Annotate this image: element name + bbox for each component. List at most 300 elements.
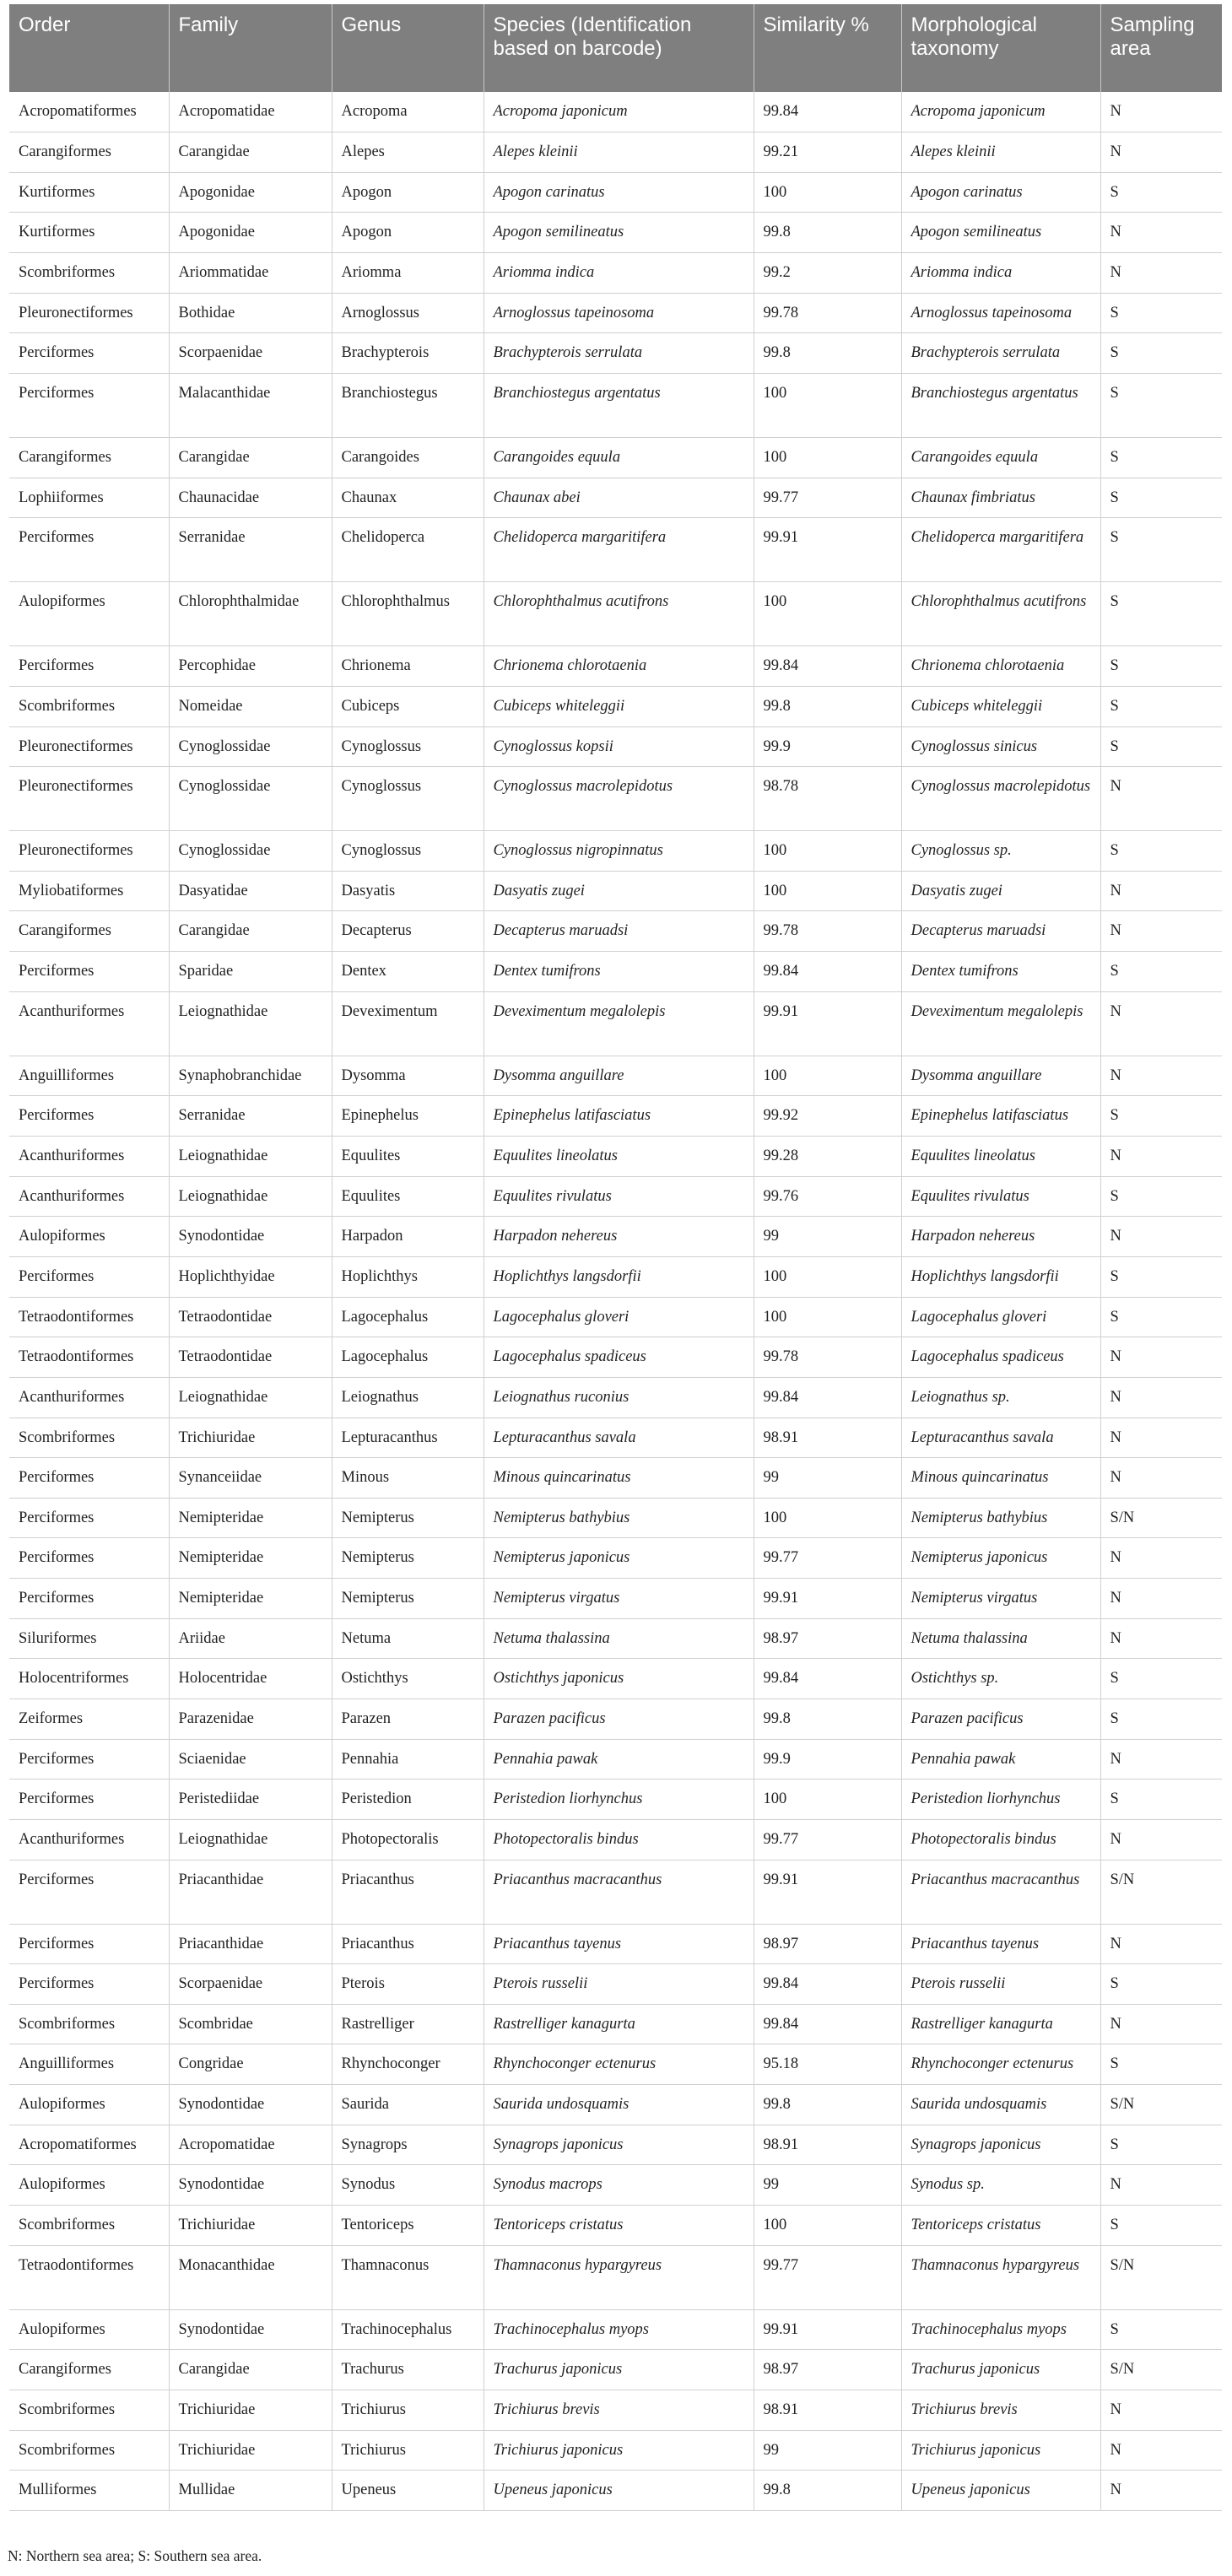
cell-species: Acropoma japonicum (484, 92, 754, 132)
cell-order: Kurtiformes (9, 172, 169, 213)
cell-species: Nemipterus bathybius (484, 1498, 754, 1538)
cell-family: Nomeidae (169, 686, 332, 726)
cell-sampling-area: S (1100, 172, 1222, 213)
cell-morphological-taxonomy: Dentex tumifrons (901, 952, 1100, 992)
table-row (9, 1256, 1222, 1297)
cell-morphological-taxonomy: Alepes kleinii (901, 132, 1100, 173)
cell-species: Carangoides equula (484, 437, 754, 478)
cell-sampling-area: S (1100, 437, 1222, 478)
cell-species: Minous quincarinatus (484, 1458, 754, 1499)
cell-genus: Harpadon (332, 1217, 484, 1257)
cell-family: Monacanthidae (169, 2245, 332, 2309)
cell-genus: Arnoglossus (332, 293, 484, 333)
cell-family: Scorpaenidae (169, 333, 332, 374)
cell-family: Priacanthidae (169, 1924, 332, 1964)
cell-similarity: 99.8 (754, 686, 901, 726)
cell-species: Chaunax abei (484, 478, 754, 518)
cell-species: Ostichthys japonicus (484, 1659, 754, 1699)
cell-similarity: 99.92 (754, 1096, 901, 1137)
cell-sampling-area: S/N (1100, 1860, 1222, 1924)
cell-sampling-area: S (1100, 478, 1222, 518)
cell-order: Aulopiformes (9, 2085, 169, 2125)
cell-family: Apogonidae (169, 213, 332, 253)
table-row (9, 2350, 1222, 2390)
cell-order: Acanthuriformes (9, 1176, 169, 1217)
cell-morphological-taxonomy: Carangoides equula (901, 437, 1100, 478)
cell-similarity: 99.84 (754, 2004, 901, 2044)
cell-family: Carangidae (169, 132, 332, 173)
cell-morphological-taxonomy: Chaunax fimbriatus (901, 478, 1100, 518)
cell-morphological-taxonomy: Synodus sp. (901, 2165, 1100, 2206)
cell-genus: Netuma (332, 1618, 484, 1659)
cell-similarity: 99.8 (754, 2085, 901, 2125)
cell-morphological-taxonomy: Trachurus japonicus (901, 2350, 1100, 2390)
table-row (9, 1056, 1222, 1096)
cell-sampling-area: N (1100, 991, 1222, 1056)
cell-species: Lepturacanthus savala (484, 1418, 754, 1458)
table-row (9, 1176, 1222, 1217)
cell-genus: Brachypterois (332, 333, 484, 374)
cell-morphological-taxonomy: Epinephelus latifasciatus (901, 1096, 1100, 1137)
cell-morphological-taxonomy: Trichiurus brevis (901, 2390, 1100, 2430)
cell-similarity: 99.84 (754, 92, 901, 132)
cell-similarity: 99 (754, 2430, 901, 2471)
cell-morphological-taxonomy: Chrionema chlorotaenia (901, 646, 1100, 687)
cell-morphological-taxonomy: Minous quincarinatus (901, 1458, 1100, 1499)
cell-morphological-taxonomy: Apogon semilineatus (901, 213, 1100, 253)
cell-sampling-area: S (1100, 2206, 1222, 2246)
cell-family: Leiognathidae (169, 1137, 332, 1177)
cell-genus: Trachurus (332, 2350, 484, 2390)
table-row (9, 1337, 1222, 1378)
cell-similarity: 98.97 (754, 1618, 901, 1659)
cell-family: Ariommatidae (169, 253, 332, 294)
cell-sampling-area: N (1100, 2471, 1222, 2511)
cell-species: Saurida undosquamis (484, 2085, 754, 2125)
cell-similarity: 95.18 (754, 2044, 901, 2085)
cell-sampling-area: S (1100, 2309, 1222, 2350)
cell-sampling-area: S (1100, 1699, 1222, 1740)
cell-genus: Parazen (332, 1699, 484, 1740)
cell-species: Synodus macrops (484, 2165, 754, 2206)
cell-order: Scombriformes (9, 2206, 169, 2246)
cell-order: Pleuronectiformes (9, 831, 169, 872)
cell-morphological-taxonomy: Lagocephalus spadiceus (901, 1337, 1100, 1378)
cell-morphological-taxonomy: Cynoglossus macrolepidotus (901, 767, 1100, 831)
cell-genus: Synodus (332, 2165, 484, 2206)
cell-species: Nemipterus virgatus (484, 1579, 754, 1619)
cell-genus: Dysomma (332, 1056, 484, 1096)
cell-family: Cynoglossidae (169, 767, 332, 831)
table-row (9, 767, 1222, 831)
cell-order: Tetraodontiformes (9, 2245, 169, 2309)
cell-similarity: 98.91 (754, 2125, 901, 2165)
cell-genus: Lagocephalus (332, 1297, 484, 1337)
table-row (9, 1819, 1222, 1860)
cell-morphological-taxonomy: Priacanthus macracanthus (901, 1860, 1100, 1924)
cell-species: Apogon semilineatus (484, 213, 754, 253)
cell-genus: Trichiurus (332, 2390, 484, 2430)
cell-similarity: 99.84 (754, 1659, 901, 1699)
cell-species: Branchiostegus argentatus (484, 373, 754, 437)
table-row (9, 1860, 1222, 1924)
cell-species: Dasyatis zugei (484, 871, 754, 911)
cell-genus: Apogon (332, 213, 484, 253)
table-row (9, 1498, 1222, 1538)
cell-family: Synodontidae (169, 2085, 332, 2125)
cell-genus: Chelidoperca (332, 518, 484, 582)
cell-genus: Pterois (332, 1964, 484, 2005)
cell-sampling-area: S (1100, 1256, 1222, 1297)
table-row (9, 1297, 1222, 1337)
cell-similarity: 99.84 (754, 646, 901, 687)
cell-similarity: 99.91 (754, 1579, 901, 1619)
footnote: N: Northern sea area; S: Southern sea area. (8, 2547, 262, 2564)
cell-morphological-taxonomy: Hoplichthys langsdorfii (901, 1256, 1100, 1297)
cell-order: Perciformes (9, 1739, 169, 1779)
table-row (9, 831, 1222, 872)
cell-species: Photopectoralis bindus (484, 1819, 754, 1860)
cell-sampling-area: N (1100, 1418, 1222, 1458)
cell-sampling-area: N (1100, 1458, 1222, 1499)
cell-similarity: 100 (754, 2206, 901, 2246)
table-row (9, 871, 1222, 911)
cell-family: Trichiuridae (169, 2390, 332, 2430)
cell-sampling-area: S (1100, 333, 1222, 374)
cell-sampling-area: N (1100, 1217, 1222, 1257)
table-row (9, 2165, 1222, 2206)
cell-family: Serranidae (169, 1096, 332, 1137)
cell-genus: Epinephelus (332, 1096, 484, 1137)
cell-species: Parazen pacificus (484, 1699, 754, 1740)
cell-order: Acanthuriformes (9, 1137, 169, 1177)
cell-similarity: 99 (754, 1458, 901, 1499)
cell-similarity: 100 (754, 1256, 901, 1297)
cell-family: Mullidae (169, 2471, 332, 2511)
cell-genus: Ariomma (332, 253, 484, 294)
cell-family: Carangidae (169, 437, 332, 478)
cell-similarity: 99.84 (754, 1964, 901, 2005)
cell-sampling-area: S (1100, 646, 1222, 687)
cell-species: Synagrops japonicus (484, 2125, 754, 2165)
cell-species: Lagocephalus spadiceus (484, 1337, 754, 1378)
header-row (9, 4, 1222, 92)
cell-family: Tetraodontidae (169, 1337, 332, 1378)
cell-order: Siluriformes (9, 1618, 169, 1659)
cell-genus: Rhynchoconger (332, 2044, 484, 2085)
cell-order: Acropomatiformes (9, 2125, 169, 2165)
cell-sampling-area: N (1100, 1337, 1222, 1378)
table-row (9, 1779, 1222, 1820)
cell-order: Carangiformes (9, 2350, 169, 2390)
cell-sampling-area: S (1100, 726, 1222, 767)
cell-similarity: 99.84 (754, 1377, 901, 1418)
cell-species: Trachurus japonicus (484, 2350, 754, 2390)
cell-morphological-taxonomy: Pennahia pawak (901, 1739, 1100, 1779)
cell-genus: Trichiurus (332, 2430, 484, 2471)
cell-sampling-area: N (1100, 911, 1222, 952)
table-row (9, 726, 1222, 767)
cell-species: Equulites lineolatus (484, 1137, 754, 1177)
cell-order: Aulopiformes (9, 2309, 169, 2350)
cell-order: Carangiformes (9, 132, 169, 173)
cell-morphological-taxonomy: Nemipterus bathybius (901, 1498, 1100, 1538)
cell-morphological-taxonomy: Dasyatis zugei (901, 871, 1100, 911)
cell-morphological-taxonomy: Saurida undosquamis (901, 2085, 1100, 2125)
cell-morphological-taxonomy: Leiognathus sp. (901, 1377, 1100, 1418)
cell-order: Perciformes (9, 1924, 169, 1964)
cell-similarity: 100 (754, 582, 901, 646)
cell-species: Cubiceps whiteleggii (484, 686, 754, 726)
cell-order: Perciformes (9, 1538, 169, 1579)
cell-morphological-taxonomy: Arnoglossus tapeinosoma (901, 293, 1100, 333)
cell-family: Hoplichthyidae (169, 1256, 332, 1297)
cell-sampling-area: S (1100, 293, 1222, 333)
cell-species: Hoplichthys langsdorfii (484, 1256, 754, 1297)
cell-family: Parazenidae (169, 1699, 332, 1740)
cell-order: Acanthuriformes (9, 1377, 169, 1418)
cell-similarity: 99.8 (754, 333, 901, 374)
cell-species: Leiognathus ruconius (484, 1377, 754, 1418)
cell-family: Peristediidae (169, 1779, 332, 1820)
cell-family: Holocentridae (169, 1659, 332, 1699)
table-row (9, 686, 1222, 726)
cell-species: Chlorophthalmus acutifrons (484, 582, 754, 646)
cell-sampling-area: S/N (1100, 1498, 1222, 1538)
cell-sampling-area: N (1100, 767, 1222, 831)
table-row (9, 911, 1222, 952)
cell-species: Trichiurus japonicus (484, 2430, 754, 2471)
cell-sampling-area: N (1100, 1137, 1222, 1177)
table-row (9, 2085, 1222, 2125)
cell-morphological-taxonomy: Rastrelliger kanagurta (901, 2004, 1100, 2044)
cell-sampling-area: N (1100, 2165, 1222, 2206)
cell-sampling-area: N (1100, 1056, 1222, 1096)
cell-sampling-area: S (1100, 582, 1222, 646)
cell-similarity: 98.91 (754, 1418, 901, 1458)
cell-sampling-area: N (1100, 92, 1222, 132)
cell-family: Chaunacidae (169, 478, 332, 518)
cell-similarity: 100 (754, 871, 901, 911)
table-row (9, 1137, 1222, 1177)
cell-genus: Photopectoralis (332, 1819, 484, 1860)
cell-morphological-taxonomy: Lepturacanthus savala (901, 1418, 1100, 1458)
cell-family: Sparidae (169, 952, 332, 992)
cell-family: Synanceiidae (169, 1458, 332, 1499)
cell-species: Priacanthus tayenus (484, 1924, 754, 1964)
cell-similarity: 100 (754, 1056, 901, 1096)
cell-family: Nemipteridae (169, 1498, 332, 1538)
table-row (9, 2245, 1222, 2309)
cell-order: Anguilliformes (9, 1056, 169, 1096)
table-row (9, 1096, 1222, 1137)
cell-similarity: 99.8 (754, 2471, 901, 2511)
cell-species: Dentex tumifrons (484, 952, 754, 992)
cell-order: Perciformes (9, 1860, 169, 1924)
cell-family: Dasyatidae (169, 871, 332, 911)
cell-species: Upeneus japonicus (484, 2471, 754, 2511)
cell-family: Synaphobranchidae (169, 1056, 332, 1096)
cell-sampling-area: N (1100, 2390, 1222, 2430)
cell-morphological-taxonomy: Apogon carinatus (901, 172, 1100, 213)
cell-species: Chelidoperca margaritifera (484, 518, 754, 582)
cell-family: Acropomatidae (169, 2125, 332, 2165)
cell-order: Perciformes (9, 952, 169, 992)
cell-family: Apogonidae (169, 172, 332, 213)
cell-order: Scombriformes (9, 2430, 169, 2471)
cell-similarity: 100 (754, 1498, 901, 1538)
cell-order: Perciformes (9, 1779, 169, 1820)
cell-similarity: 99.78 (754, 911, 901, 952)
table-row (9, 991, 1222, 1056)
cell-sampling-area: S/N (1100, 2350, 1222, 2390)
cell-order: Myliobatiformes (9, 871, 169, 911)
cell-sampling-area: S/N (1100, 2085, 1222, 2125)
table-row (9, 646, 1222, 687)
cell-family: Trichiuridae (169, 2430, 332, 2471)
cell-species: Brachypterois serrulata (484, 333, 754, 374)
cell-similarity: 100 (754, 1779, 901, 1820)
table-row (9, 2430, 1222, 2471)
table-row (9, 1924, 1222, 1964)
cell-order: Scombriformes (9, 686, 169, 726)
cell-similarity: 99.9 (754, 1739, 901, 1779)
table-row (9, 2206, 1222, 2246)
cell-order: Perciformes (9, 333, 169, 374)
table-row (9, 518, 1222, 582)
cell-order: Aulopiformes (9, 582, 169, 646)
table-row (9, 253, 1222, 294)
cell-similarity: 99.76 (754, 1176, 901, 1217)
cell-similarity: 98.97 (754, 2350, 901, 2390)
cell-species: Thamnaconus hypargyreus (484, 2245, 754, 2309)
cell-order: Pleuronectiformes (9, 726, 169, 767)
table-row (9, 2471, 1222, 2511)
cell-species: Tentoriceps cristatus (484, 2206, 754, 2246)
cell-similarity: 98.78 (754, 767, 901, 831)
cell-family: Serranidae (169, 518, 332, 582)
cell-morphological-taxonomy: Dysomma anguillare (901, 1056, 1100, 1096)
cell-order: Perciformes (9, 373, 169, 437)
table-row (9, 213, 1222, 253)
table-row (9, 2125, 1222, 2165)
cell-order: Perciformes (9, 1579, 169, 1619)
header-family: Family (169, 4, 332, 92)
cell-species: Rhynchoconger ectenurus (484, 2044, 754, 2085)
cell-order: Pleuronectiformes (9, 767, 169, 831)
cell-family: Cynoglossidae (169, 726, 332, 767)
table-row (9, 1377, 1222, 1418)
cell-morphological-taxonomy: Lagocephalus gloveri (901, 1297, 1100, 1337)
cell-morphological-taxonomy: Decapterus maruadsi (901, 911, 1100, 952)
cell-sampling-area: N (1100, 2004, 1222, 2044)
cell-species: Harpadon nehereus (484, 1217, 754, 1257)
cell-sampling-area: N (1100, 132, 1222, 173)
species-table (9, 4, 1222, 2511)
cell-morphological-taxonomy: Netuma thalassina (901, 1618, 1100, 1659)
cell-sampling-area: N (1100, 253, 1222, 294)
cell-species: Dysomma anguillare (484, 1056, 754, 1096)
cell-order: Scombriformes (9, 1418, 169, 1458)
cell-genus: Priacanthus (332, 1860, 484, 1924)
cell-order: Scombriformes (9, 2004, 169, 2044)
cell-similarity: 99.9 (754, 726, 901, 767)
cell-genus: Apogon (332, 172, 484, 213)
cell-order: Perciformes (9, 1096, 169, 1137)
cell-family: Trichiuridae (169, 2206, 332, 2246)
cell-family: Leiognathidae (169, 991, 332, 1056)
cell-genus: Equulites (332, 1137, 484, 1177)
cell-morphological-taxonomy: Brachypterois serrulata (901, 333, 1100, 374)
cell-genus: Pennahia (332, 1739, 484, 1779)
table-row (9, 1538, 1222, 1579)
cell-order: Pleuronectiformes (9, 293, 169, 333)
cell-order: Tetraodontiformes (9, 1297, 169, 1337)
cell-sampling-area: S (1100, 2044, 1222, 2085)
cell-sampling-area: N (1100, 1538, 1222, 1579)
table-row (9, 2309, 1222, 2350)
table-row (9, 1618, 1222, 1659)
cell-species: Cynoglossus macrolepidotus (484, 767, 754, 831)
cell-species: Trachinocephalus myops (484, 2309, 754, 2350)
cell-order: Acanthuriformes (9, 991, 169, 1056)
cell-similarity: 100 (754, 1297, 901, 1337)
cell-order: Perciformes (9, 1458, 169, 1499)
cell-genus: Chlorophthalmus (332, 582, 484, 646)
cell-species: Trichiurus brevis (484, 2390, 754, 2430)
cell-morphological-taxonomy: Cynoglossus sinicus (901, 726, 1100, 767)
cell-similarity: 99.28 (754, 1137, 901, 1177)
cell-genus: Deveximentum (332, 991, 484, 1056)
cell-sampling-area: N (1100, 213, 1222, 253)
cell-order: Mulliformes (9, 2471, 169, 2511)
cell-order: Lophiiformes (9, 478, 169, 518)
cell-family: Acropomatidae (169, 92, 332, 132)
cell-species: Arnoglossus tapeinosoma (484, 293, 754, 333)
table-row (9, 1458, 1222, 1499)
cell-family: Scorpaenidae (169, 1964, 332, 2005)
cell-genus: Nemipterus (332, 1579, 484, 1619)
cell-genus: Acropoma (332, 92, 484, 132)
cell-sampling-area: N (1100, 1377, 1222, 1418)
cell-morphological-taxonomy: Pterois russelii (901, 1964, 1100, 2005)
cell-order: Zeiformes (9, 1699, 169, 1740)
cell-sampling-area: S (1100, 686, 1222, 726)
cell-similarity: 99 (754, 1217, 901, 1257)
cell-order: Scombriformes (9, 2390, 169, 2430)
cell-family: Nemipteridae (169, 1579, 332, 1619)
cell-genus: Cynoglossus (332, 831, 484, 872)
cell-morphological-taxonomy: Harpadon nehereus (901, 1217, 1100, 1257)
cell-species: Priacanthus macracanthus (484, 1860, 754, 1924)
cell-sampling-area: N (1100, 1924, 1222, 1964)
cell-genus: Nemipterus (332, 1538, 484, 1579)
cell-family: Cynoglossidae (169, 831, 332, 872)
cell-morphological-taxonomy: Chlorophthalmus acutifrons (901, 582, 1100, 646)
cell-similarity: 99.78 (754, 293, 901, 333)
cell-species: Equulites rivulatus (484, 1176, 754, 1217)
cell-sampling-area: S (1100, 2125, 1222, 2165)
cell-morphological-taxonomy: Photopectoralis bindus (901, 1819, 1100, 1860)
cell-genus: Carangoides (332, 437, 484, 478)
cell-morphological-taxonomy: Synagrops japonicus (901, 2125, 1100, 2165)
cell-genus: Priacanthus (332, 1924, 484, 1964)
cell-species: Deveximentum megalolepis (484, 991, 754, 1056)
table-row (9, 2390, 1222, 2430)
header-order: Order (9, 4, 169, 92)
cell-similarity: 99.21 (754, 132, 901, 173)
cell-genus: Nemipterus (332, 1498, 484, 1538)
